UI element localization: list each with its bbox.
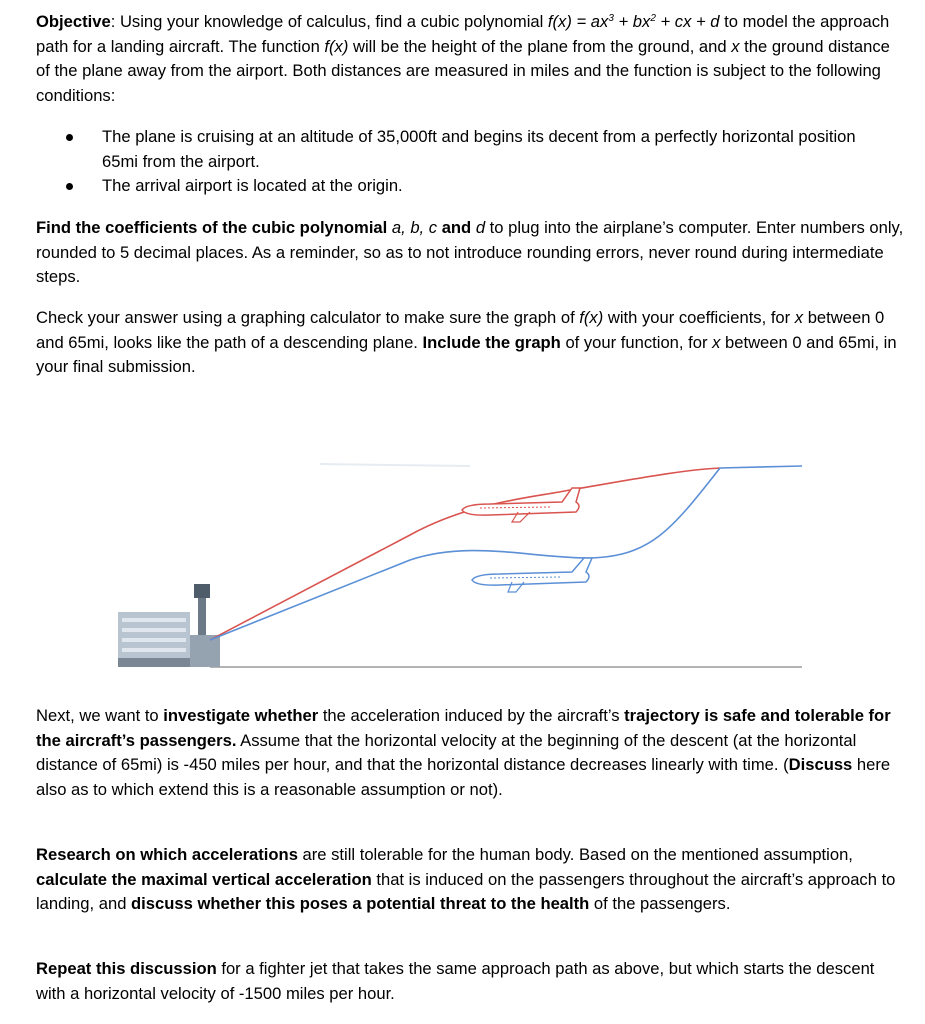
coefficient-vars: a, b, c [387, 218, 438, 237]
red-approach-path [210, 468, 720, 640]
x-symbol: x [731, 36, 740, 56]
check-text-3: between 0 and 65mi, looks like the path of a descending plane. [36, 308, 885, 352]
research-bold-2: calculate the maximal vertical acceleration [36, 869, 372, 889]
next-bold-3: Discuss [788, 755, 853, 775]
red-airplane-icon [462, 488, 580, 522]
x-symbol: x [794, 308, 804, 327]
next-bold-2: trajectory is safe and tolerable for the aircraft’s passengers. [36, 706, 891, 750]
research-bold-3: discuss whether this poses a potential threat to the health [131, 894, 590, 914]
check-text-5: between 0 and 65mi, in your final submission. [36, 332, 897, 377]
condition-item: The arrival airport is located at the origin. [36, 174, 896, 199]
check-text-2: with your coefficients, for [603, 308, 795, 327]
repeat-text: for a fighter jet that takes the same approach path as above, but which starts the descent with a horizontal velocity of -1500 miles per hour. [36, 959, 875, 1003]
research-paragraph [36, 843, 904, 917]
x-symbol: x [712, 332, 721, 352]
coefficient-d: d [475, 218, 486, 237]
blue-approach-path [210, 466, 802, 640]
next-text-1: Next, we want to [36, 706, 164, 725]
objective-text-2: to model the approach path for a landing aircraft. The function [36, 12, 890, 56]
approach-illustration [110, 440, 810, 680]
find-text: to plug into the airplane’s computer. Enter numbers only, rounded to 5 decimal places. As a reminder, so as to not introduce rounding errors, never round during intermediate steps. [36, 218, 904, 287]
fx-symbol: f(x) [579, 308, 604, 327]
find-bold: Find the coefficients of the cubic polynomial [36, 218, 388, 237]
and-word: and [437, 218, 476, 237]
blue-airplane-icon [472, 558, 592, 592]
faint-line [320, 464, 470, 466]
include-graph-bold: Include the graph [422, 332, 561, 352]
cubic-formula: $f(x) = ax^3 + bx^2$ + cx + d [547, 12, 720, 31]
check-text-4: of your function, for [560, 332, 713, 352]
research-bold-1: Research on which accelerations [36, 845, 298, 864]
research-text-1: are still tolerable for the human body. Based on the mentioned assumption, [297, 845, 853, 864]
next-bold-1: investigate whether [163, 706, 319, 725]
next-text-3: Assume that the horizontal velocity at the beginning of the descent (at the horizontal distance of 65mi) is -450 miles per hour, and that the horizontal distance decreases linearly with time. ( [36, 730, 857, 775]
objective-text-1: : Using your knowledge of calculus, find a cubic polynomial [110, 12, 548, 31]
objective-text-4: the ground distance of the plane away from the airport. Both distances are measured in miles and the function is subject to the following conditions: [36, 36, 890, 105]
objective-text-3: will be the height of the plane from the ground, and [348, 36, 732, 56]
objective-label: Objective [36, 12, 111, 31]
condition-item: The plane is cruising at an altitude of 35,000ft and begins its decent from a perfectly horizontal position 65mi from the airport. [36, 125, 896, 174]
fx-symbol: f(x) [324, 36, 349, 56]
objective-paragraph [36, 10, 904, 108]
repeat-bold: Repeat this discussion [36, 959, 217, 978]
research-text-2: that is induced on the passengers throughout the aircraft’s approach to landing, and [36, 869, 896, 914]
airport-image [118, 584, 220, 667]
next-text-4: here also as to which extend this is a reasonable assumption or not). [36, 755, 891, 799]
research-text-3: of the passengers. [589, 894, 731, 914]
next-paragraph [36, 704, 904, 802]
repeat-paragraph [36, 957, 904, 1006]
check-paragraph [36, 306, 904, 380]
check-text-1: Check your answer using a graphing calculator to make sure the graph of [36, 308, 580, 327]
find-coefficients-paragraph [36, 216, 904, 290]
conditions-list [36, 125, 896, 199]
next-text-2: the acceleration induced by the aircraft’s [318, 706, 625, 725]
